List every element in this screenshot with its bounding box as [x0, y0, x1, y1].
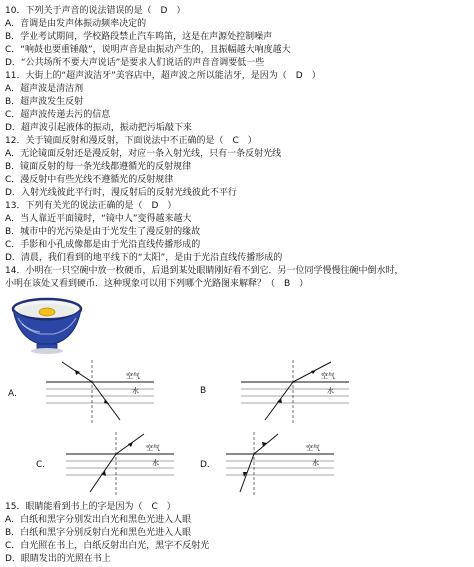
q11-option-d: D．超声波引起液体的振动，振动把污垢敲下来	[5, 123, 192, 133]
q15-option-a: A．白纸和黑字分别发出白光和黑色光进入人眼	[5, 515, 192, 525]
q15-option-c: C．白光照在书上，白纸反射出白光，黑字不反射光	[5, 541, 210, 551]
bowl-with-coin-image	[10, 296, 85, 356]
q14-option-c-label: C．	[36, 460, 52, 470]
q14-c-water-label: 水	[152, 459, 159, 467]
q13-option-d: D．清晨，我们看到的地平线下的“太阳”，是由于光沿直线传播形成的	[5, 253, 283, 263]
q11-option-c: C．超声波传递去污的信息	[5, 110, 111, 120]
q10-stem: 10．下列关于声音的说法错误的是（ D ）	[5, 6, 186, 16]
q14-b-air-label: 空气	[321, 372, 335, 380]
q13-option-c: C．手影和小孔成像都是由于光沿直线传播形成的	[5, 240, 201, 250]
q12-option-c: C．漫反射中有些光线不遵循光的反射规律	[5, 175, 174, 185]
q14-d-air-label: 空气	[306, 444, 320, 452]
q15-option-b: B．白纸和黑字分别反射白光和黑色光进入人眼	[5, 528, 192, 538]
q13-stem: 13．下列有关光的说法正确的是（ D ）	[5, 201, 177, 211]
q11-option-a: A．超声波是清洁剂	[5, 84, 84, 94]
q14-b-water-label: 水	[327, 387, 334, 395]
q15-option-d: D．眼睛发出的光照在书上	[5, 554, 111, 564]
q10-option-a: A．音调是由发声体振动频率决定的	[5, 19, 147, 29]
q14-stem-line2: 小明在该处又看到硬币．这种现象可以用下列哪个光路图来解释？（ B ）	[5, 279, 309, 289]
q12-stem: 12．关于镜面反射和漫反射，下面说法中不正确的是（ C ）	[5, 136, 257, 146]
q11-stem: 11．大街上的“超声波洁牙”美容店中，超声波之所以能洁牙，是因为（ D ）	[5, 71, 321, 81]
q14-option-b-label: B	[200, 386, 207, 396]
q13-option-a: A．当人靠近平面镜时，“镜中人”变得越来越大	[5, 214, 192, 224]
q14-d-water-label: 水	[312, 459, 319, 467]
q14-option-a-diagram	[40, 358, 160, 426]
q10-option-c: C．“响鼓也要重锤敲”，说明声音是由振动产生的，且振幅越大响度越大	[5, 45, 291, 55]
q14-c-air-label: 空气	[146, 444, 160, 452]
q12-option-a: A．无论镜面反射还是漫反射，对应一条入射光线，只有一条反射光线	[5, 149, 282, 159]
q14-option-b-diagram	[235, 358, 355, 426]
q14-option-d-diagram	[220, 430, 340, 498]
q13-option-b: B．城市中的光污染是由于光发生了漫反射的缘故	[5, 227, 201, 237]
q14-stem-line1: 14．小明在一只空碗中放一枚硬币，后退到某处眼睛刚好看不到它．另一位同学慢慢往碗中倒水时，	[5, 266, 404, 276]
q12-option-b: B．镜面反射的每一条光线都遵循光的反射规律	[5, 162, 192, 172]
q15-stem: 15．眼睛能看到书上的字是因为（ C ）	[5, 502, 176, 512]
q14-a-air-label: 空气	[126, 372, 140, 380]
q14-option-a-label: A．	[8, 389, 24, 399]
q14-option-c-diagram	[60, 430, 180, 498]
q14-a-water-label: 水	[132, 387, 139, 395]
q12-option-d: D．入射光线彼此平行时，漫反射后的反射光线彼此不平行	[5, 188, 237, 198]
q14-option-d-label: D．	[200, 460, 216, 470]
q10-option-d: D．“公共场所不要大声说话”是要求人们说话的声音音调要低一些	[5, 58, 265, 68]
q11-option-b: B．超声波发生反射	[5, 97, 84, 107]
q10-option-b: B．学业考试期间，学校路段禁止汽车鸣笛，这是在声源处控制噪声	[5, 32, 273, 42]
